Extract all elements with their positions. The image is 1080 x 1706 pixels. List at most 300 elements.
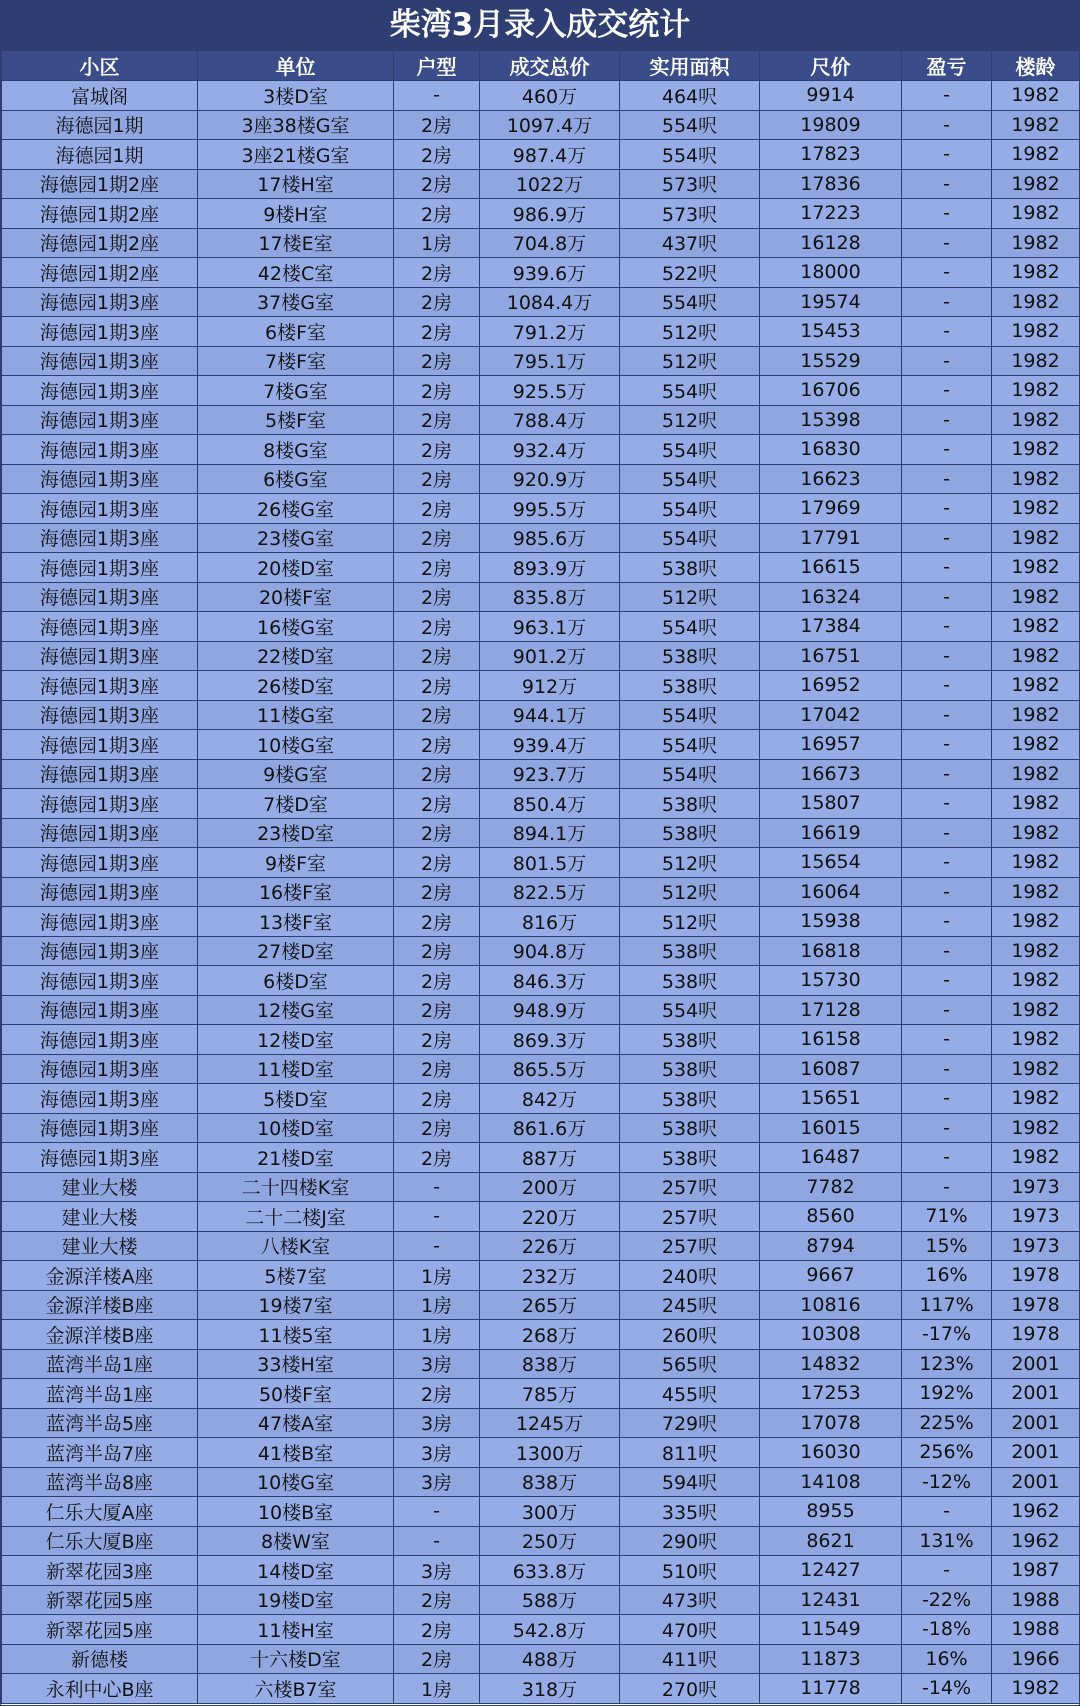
cell-saleable-area: 411呎 xyxy=(620,1644,760,1674)
cell-estate: 新翠花园3座 xyxy=(2,1556,198,1586)
cell-price-per-sqft: 16706 xyxy=(760,376,902,406)
cell-saleable-area: 512呎 xyxy=(620,346,760,376)
cell-layout: 2房 xyxy=(394,553,480,583)
cell-profit-loss: - xyxy=(902,730,992,760)
cell-estate: 海德园1期 xyxy=(2,110,198,140)
cell-saleable-area: 565呎 xyxy=(620,1349,760,1379)
cell-estate: 海德园1期3座 xyxy=(2,1084,198,1114)
cell-total-price: 318万 xyxy=(480,1674,620,1704)
cell-total-price: 200万 xyxy=(480,1172,620,1202)
cell-unit: 17楼H室 xyxy=(198,169,394,199)
cell-profit-loss: - xyxy=(902,966,992,996)
transactions-table xyxy=(1,50,1080,1704)
cell-profit-loss: - xyxy=(902,848,992,878)
cell-profit-loss: - xyxy=(902,1054,992,1084)
cell-price-per-sqft: 12431 xyxy=(760,1585,902,1615)
cell-profit-loss: - xyxy=(902,700,992,730)
cell-total-price: 912万 xyxy=(480,671,620,701)
cell-total-price: 850.4万 xyxy=(480,789,620,819)
cell-price-per-sqft: 18000 xyxy=(760,258,902,288)
cell-estate: 富城阁 xyxy=(2,81,198,111)
cell-unit: 3座38楼G室 xyxy=(198,110,394,140)
cell-saleable-area: 270呎 xyxy=(620,1674,760,1704)
cell-profit-loss: - xyxy=(902,81,992,111)
cell-unit: 22楼D室 xyxy=(198,641,394,671)
cell-total-price: 923.7万 xyxy=(480,759,620,789)
cell-estate: 海德园1期3座 xyxy=(2,464,198,494)
cell-building-age: 1982 xyxy=(992,907,1080,937)
cell-building-age: 1982 xyxy=(992,1054,1080,1084)
cell-building-age: 1982 xyxy=(992,228,1080,258)
table-row xyxy=(2,1674,1080,1704)
table-row xyxy=(2,1143,1080,1173)
table-row xyxy=(2,110,1080,140)
table-row xyxy=(2,1025,1080,1055)
cell-price-per-sqft: 15807 xyxy=(760,789,902,819)
table-row xyxy=(2,789,1080,819)
cell-profit-loss: - xyxy=(902,228,992,258)
cell-building-age: 1982 xyxy=(992,494,1080,524)
cell-price-per-sqft: 16158 xyxy=(760,1025,902,1055)
cell-building-age: 1982 xyxy=(992,966,1080,996)
cell-price-per-sqft: 15654 xyxy=(760,848,902,878)
cell-profit-loss: 16% xyxy=(902,1644,992,1674)
cell-saleable-area: 554呎 xyxy=(620,995,760,1025)
table-row xyxy=(2,818,1080,848)
cell-price-per-sqft: 12427 xyxy=(760,1556,902,1586)
cell-layout: 2房 xyxy=(394,1054,480,1084)
cell-layout: 2房 xyxy=(394,1113,480,1143)
cell-total-price: 842万 xyxy=(480,1084,620,1114)
cell-building-age: 1982 xyxy=(992,995,1080,1025)
table-row xyxy=(2,877,1080,907)
cell-saleable-area: 512呎 xyxy=(620,405,760,435)
table-row xyxy=(2,523,1080,553)
cell-building-age: 2001 xyxy=(992,1467,1080,1497)
cell-saleable-area: 257呎 xyxy=(620,1202,760,1232)
cell-building-age: 1982 xyxy=(992,287,1080,317)
cell-saleable-area: 240呎 xyxy=(620,1261,760,1291)
cell-profit-loss: - xyxy=(902,1113,992,1143)
cell-price-per-sqft: 16619 xyxy=(760,818,902,848)
table-row xyxy=(2,464,1080,494)
cell-estate: 海德园1期2座 xyxy=(2,258,198,288)
cell-saleable-area: 554呎 xyxy=(620,376,760,406)
cell-layout: 2房 xyxy=(394,1585,480,1615)
cell-price-per-sqft: 17128 xyxy=(760,995,902,1025)
cell-estate: 蓝湾半岛8座 xyxy=(2,1467,198,1497)
table-row xyxy=(2,1556,1080,1586)
cell-building-age: 1982 xyxy=(992,641,1080,671)
cell-unit: 8楼G室 xyxy=(198,435,394,465)
cell-estate: 海德园1期3座 xyxy=(2,641,198,671)
cell-estate: 海德园1期3座 xyxy=(2,818,198,848)
cell-profit-loss: - xyxy=(902,464,992,494)
cell-layout: 1房 xyxy=(394,228,480,258)
cell-unit: 9楼G室 xyxy=(198,759,394,789)
cell-saleable-area: 245呎 xyxy=(620,1290,760,1320)
cell-total-price: 220万 xyxy=(480,1202,620,1232)
table-row xyxy=(2,199,1080,229)
table-row xyxy=(2,612,1080,642)
cell-estate: 海德园1期3座 xyxy=(2,671,198,701)
cell-price-per-sqft: 17791 xyxy=(760,523,902,553)
cell-building-age: 1962 xyxy=(992,1497,1080,1527)
cell-unit: 11楼5室 xyxy=(198,1320,394,1350)
cell-saleable-area: 470呎 xyxy=(620,1615,760,1645)
cell-profit-loss: - xyxy=(902,523,992,553)
cell-layout: 2房 xyxy=(394,700,480,730)
cell-estate: 仁乐大厦A座 xyxy=(2,1497,198,1527)
cell-price-per-sqft: 15938 xyxy=(760,907,902,937)
table-row xyxy=(2,995,1080,1025)
cell-saleable-area: 554呎 xyxy=(620,464,760,494)
cell-layout: 3房 xyxy=(394,1349,480,1379)
cell-total-price: 1022万 xyxy=(480,169,620,199)
column-header-layout: 户型 xyxy=(394,51,480,81)
cell-layout: - xyxy=(394,1526,480,1556)
cell-saleable-area: 538呎 xyxy=(620,1084,760,1114)
cell-layout: 2房 xyxy=(394,376,480,406)
cell-profit-loss: -22% xyxy=(902,1585,992,1615)
cell-building-age: 1982 xyxy=(992,553,1080,583)
table-row xyxy=(2,1526,1080,1556)
column-header-profit-loss: 盈亏 xyxy=(902,51,992,81)
table-row xyxy=(2,1585,1080,1615)
table-row xyxy=(2,966,1080,996)
cell-total-price: 226万 xyxy=(480,1231,620,1261)
table-row xyxy=(2,700,1080,730)
cell-layout: 2房 xyxy=(394,140,480,170)
cell-total-price: 785万 xyxy=(480,1379,620,1409)
cell-total-price: 893.9万 xyxy=(480,553,620,583)
cell-building-age: 1988 xyxy=(992,1585,1080,1615)
cell-layout: - xyxy=(394,1172,480,1202)
cell-saleable-area: 335呎 xyxy=(620,1497,760,1527)
cell-building-age: 1982 xyxy=(992,435,1080,465)
cell-layout: 2房 xyxy=(394,907,480,937)
cell-building-age: 1973 xyxy=(992,1231,1080,1261)
cell-layout: 3房 xyxy=(394,1556,480,1586)
cell-layout: 2房 xyxy=(394,346,480,376)
cell-unit: 50楼F室 xyxy=(198,1379,394,1409)
cell-building-age: 1982 xyxy=(992,110,1080,140)
cell-saleable-area: 512呎 xyxy=(620,877,760,907)
cell-price-per-sqft: 8794 xyxy=(760,1231,902,1261)
cell-saleable-area: 538呎 xyxy=(620,1113,760,1143)
cell-saleable-area: 260呎 xyxy=(620,1320,760,1350)
cell-price-per-sqft: 10816 xyxy=(760,1290,902,1320)
cell-saleable-area: 512呎 xyxy=(620,848,760,878)
cell-estate: 海德园1期3座 xyxy=(2,1025,198,1055)
cell-profit-loss: 15% xyxy=(902,1231,992,1261)
cell-unit: 17楼E室 xyxy=(198,228,394,258)
cell-estate: 永利中心B座 xyxy=(2,1674,198,1704)
cell-saleable-area: 554呎 xyxy=(620,612,760,642)
table-row xyxy=(2,1349,1080,1379)
cell-saleable-area: 473呎 xyxy=(620,1585,760,1615)
cell-unit: 12楼G室 xyxy=(198,995,394,1025)
cell-profit-loss: - xyxy=(902,1556,992,1586)
cell-estate: 海德园1期3座 xyxy=(2,730,198,760)
cell-profit-loss: -18% xyxy=(902,1615,992,1645)
cell-layout: 2房 xyxy=(394,464,480,494)
cell-unit: 12楼D室 xyxy=(198,1025,394,1055)
cell-unit: 42楼C室 xyxy=(198,258,394,288)
table-row xyxy=(2,1084,1080,1114)
table-row xyxy=(2,346,1080,376)
table-row xyxy=(2,1202,1080,1232)
cell-unit: 23楼D室 xyxy=(198,818,394,848)
cell-profit-loss: 192% xyxy=(902,1379,992,1409)
cell-profit-loss: - xyxy=(902,612,992,642)
cell-estate: 海德园1期3座 xyxy=(2,1113,198,1143)
cell-profit-loss: - xyxy=(902,317,992,347)
cell-price-per-sqft: 15398 xyxy=(760,405,902,435)
cell-estate: 建业大楼 xyxy=(2,1172,198,1202)
cell-total-price: 791.2万 xyxy=(480,317,620,347)
cell-saleable-area: 554呎 xyxy=(620,435,760,465)
cell-price-per-sqft: 16087 xyxy=(760,1054,902,1084)
cell-price-per-sqft: 16015 xyxy=(760,1113,902,1143)
cell-estate: 海德园1期3座 xyxy=(2,612,198,642)
cell-estate: 建业大楼 xyxy=(2,1202,198,1232)
cell-profit-loss: - xyxy=(902,553,992,583)
cell-price-per-sqft: 14108 xyxy=(760,1467,902,1497)
cell-total-price: 542.8万 xyxy=(480,1615,620,1645)
cell-unit: 6楼D室 xyxy=(198,966,394,996)
cell-price-per-sqft: 17836 xyxy=(760,169,902,199)
cell-saleable-area: 522呎 xyxy=(620,258,760,288)
cell-profit-loss: 225% xyxy=(902,1408,992,1438)
cell-profit-loss: - xyxy=(902,818,992,848)
cell-layout: 2房 xyxy=(394,730,480,760)
cell-building-age: 2001 xyxy=(992,1349,1080,1379)
cell-total-price: 300万 xyxy=(480,1497,620,1527)
cell-unit: 5楼F室 xyxy=(198,405,394,435)
cell-saleable-area: 554呎 xyxy=(620,494,760,524)
cell-building-age: 1988 xyxy=(992,1615,1080,1645)
cell-unit: 16楼G室 xyxy=(198,612,394,642)
cell-profit-loss: - xyxy=(902,1143,992,1173)
cell-estate: 建业大楼 xyxy=(2,1231,198,1261)
cell-layout: 2房 xyxy=(394,1025,480,1055)
cell-saleable-area: 512呎 xyxy=(620,582,760,612)
cell-saleable-area: 538呎 xyxy=(620,1054,760,1084)
cell-layout: 2房 xyxy=(394,1084,480,1114)
table-row xyxy=(2,1290,1080,1320)
cell-profit-loss: - xyxy=(902,110,992,140)
cell-price-per-sqft: 11778 xyxy=(760,1674,902,1704)
cell-building-age: 1982 xyxy=(992,376,1080,406)
cell-layout: 3房 xyxy=(394,1408,480,1438)
table-row xyxy=(2,1379,1080,1409)
cell-total-price: 987.4万 xyxy=(480,140,620,170)
cell-total-price: 788.4万 xyxy=(480,405,620,435)
cell-saleable-area: 554呎 xyxy=(620,110,760,140)
cell-estate: 海德园1期3座 xyxy=(2,582,198,612)
cell-total-price: 835.8万 xyxy=(480,582,620,612)
table-row xyxy=(2,641,1080,671)
cell-price-per-sqft: 16064 xyxy=(760,877,902,907)
cell-saleable-area: 512呎 xyxy=(620,907,760,937)
cell-price-per-sqft: 14832 xyxy=(760,1349,902,1379)
cell-building-age: 2001 xyxy=(992,1379,1080,1409)
cell-building-age: 1982 xyxy=(992,877,1080,907)
cell-unit: 二十四楼K室 xyxy=(198,1172,394,1202)
cell-building-age: 1982 xyxy=(992,1025,1080,1055)
cell-estate: 蓝湾半岛1座 xyxy=(2,1379,198,1409)
cell-profit-loss: -17% xyxy=(902,1320,992,1350)
cell-profit-loss: - xyxy=(902,376,992,406)
cell-estate: 海德园1期3座 xyxy=(2,848,198,878)
cell-saleable-area: 464呎 xyxy=(620,81,760,111)
cell-building-age: 1982 xyxy=(992,464,1080,494)
cell-profit-loss: - xyxy=(902,287,992,317)
table-row xyxy=(2,759,1080,789)
cell-unit: 5楼7室 xyxy=(198,1261,394,1291)
cell-unit: 十六楼D室 xyxy=(198,1644,394,1674)
cell-estate: 蓝湾半岛7座 xyxy=(2,1438,198,1468)
cell-layout: 2房 xyxy=(394,877,480,907)
table-row xyxy=(2,169,1080,199)
cell-unit: 10楼B室 xyxy=(198,1497,394,1527)
cell-price-per-sqft: 8560 xyxy=(760,1202,902,1232)
table-row xyxy=(2,1231,1080,1261)
cell-profit-loss: - xyxy=(902,199,992,229)
cell-estate: 蓝湾半岛5座 xyxy=(2,1408,198,1438)
table-row xyxy=(2,730,1080,760)
table-row xyxy=(2,1438,1080,1468)
cell-unit: 33楼H室 xyxy=(198,1349,394,1379)
cell-total-price: 488万 xyxy=(480,1644,620,1674)
cell-price-per-sqft: 17253 xyxy=(760,1379,902,1409)
cell-total-price: 901.2万 xyxy=(480,641,620,671)
cell-building-age: 1982 xyxy=(992,346,1080,376)
table-row xyxy=(2,1172,1080,1202)
cell-unit: 14楼D室 xyxy=(198,1556,394,1586)
cell-saleable-area: 257呎 xyxy=(620,1231,760,1261)
cell-price-per-sqft: 10308 xyxy=(760,1320,902,1350)
cell-profit-loss: - xyxy=(902,494,992,524)
cell-unit: 16楼F室 xyxy=(198,877,394,907)
cell-profit-loss: - xyxy=(902,140,992,170)
cell-price-per-sqft: 15730 xyxy=(760,966,902,996)
cell-profit-loss: 131% xyxy=(902,1526,992,1556)
cell-layout: 2房 xyxy=(394,671,480,701)
cell-estate: 海德园1期3座 xyxy=(2,376,198,406)
cell-layout: 2房 xyxy=(394,582,480,612)
cell-building-age: 1978 xyxy=(992,1261,1080,1291)
cell-building-age: 1982 xyxy=(992,81,1080,111)
cell-total-price: 865.5万 xyxy=(480,1054,620,1084)
cell-building-age: 1966 xyxy=(992,1644,1080,1674)
cell-layout: 2房 xyxy=(394,1379,480,1409)
cell-layout: - xyxy=(394,1231,480,1261)
cell-saleable-area: 538呎 xyxy=(620,1025,760,1055)
cell-unit: 37楼G室 xyxy=(198,287,394,317)
cell-profit-loss: - xyxy=(902,1025,992,1055)
cell-saleable-area: 573呎 xyxy=(620,169,760,199)
cell-saleable-area: 573呎 xyxy=(620,199,760,229)
cell-unit: 5楼D室 xyxy=(198,1084,394,1114)
table-row xyxy=(2,1408,1080,1438)
cell-building-age: 2001 xyxy=(992,1438,1080,1468)
cell-building-age: 1982 xyxy=(992,1084,1080,1114)
cell-saleable-area: 538呎 xyxy=(620,641,760,671)
cell-total-price: 948.9万 xyxy=(480,995,620,1025)
table-row xyxy=(2,582,1080,612)
cell-profit-loss: - xyxy=(902,346,992,376)
cell-price-per-sqft: 15529 xyxy=(760,346,902,376)
cell-unit: 7楼D室 xyxy=(198,789,394,819)
cell-total-price: 1300万 xyxy=(480,1438,620,1468)
cell-estate: 海德园1期3座 xyxy=(2,494,198,524)
cell-unit: 11楼H室 xyxy=(198,1615,394,1645)
column-header-price-per-sqft: 尺价 xyxy=(760,51,902,81)
cell-saleable-area: 538呎 xyxy=(620,966,760,996)
cell-estate: 海德园1期3座 xyxy=(2,700,198,730)
cell-saleable-area: 554呎 xyxy=(620,140,760,170)
cell-unit: 23楼G室 xyxy=(198,523,394,553)
cell-building-age: 1982 xyxy=(992,140,1080,170)
cell-unit: 20楼D室 xyxy=(198,553,394,583)
cell-saleable-area: 455呎 xyxy=(620,1379,760,1409)
cell-price-per-sqft: 16830 xyxy=(760,435,902,465)
cell-price-per-sqft: 16615 xyxy=(760,553,902,583)
cell-price-per-sqft: 15651 xyxy=(760,1084,902,1114)
cell-unit: 41楼B室 xyxy=(198,1438,394,1468)
table-row xyxy=(2,1467,1080,1497)
cell-price-per-sqft: 17823 xyxy=(760,140,902,170)
cell-estate: 金源洋楼A座 xyxy=(2,1261,198,1291)
cell-saleable-area: 512呎 xyxy=(620,317,760,347)
cell-building-age: 1982 xyxy=(992,671,1080,701)
column-header-building-age: 楼龄 xyxy=(992,51,1080,81)
cell-total-price: 985.6万 xyxy=(480,523,620,553)
table-row xyxy=(2,1615,1080,1645)
cell-price-per-sqft: 16623 xyxy=(760,464,902,494)
cell-building-age: 1982 xyxy=(992,1674,1080,1704)
cell-layout: 3房 xyxy=(394,1438,480,1468)
cell-estate: 金源洋楼B座 xyxy=(2,1320,198,1350)
cell-profit-loss: -12% xyxy=(902,1467,992,1497)
column-header-unit: 单位 xyxy=(198,51,394,81)
cell-total-price: 944.1万 xyxy=(480,700,620,730)
cell-estate: 海德园1期3座 xyxy=(2,553,198,583)
cell-saleable-area: 594呎 xyxy=(620,1467,760,1497)
cell-layout: 2房 xyxy=(394,169,480,199)
cell-profit-loss: - xyxy=(902,936,992,966)
cell-estate: 海德园1期3座 xyxy=(2,287,198,317)
cell-price-per-sqft: 16324 xyxy=(760,582,902,612)
table-row xyxy=(2,1320,1080,1350)
cell-building-age: 1982 xyxy=(992,789,1080,819)
cell-building-age: 1987 xyxy=(992,1556,1080,1586)
cell-price-per-sqft: 16952 xyxy=(760,671,902,701)
cell-total-price: 920.9万 xyxy=(480,464,620,494)
cell-building-age: 1982 xyxy=(992,317,1080,347)
cell-price-per-sqft: 17969 xyxy=(760,494,902,524)
cell-layout: 2房 xyxy=(394,1615,480,1645)
cell-layout: 2房 xyxy=(394,1644,480,1674)
cell-building-age: 1982 xyxy=(992,1113,1080,1143)
cell-unit: 9楼F室 xyxy=(198,848,394,878)
cell-unit: 27楼D室 xyxy=(198,936,394,966)
cell-profit-loss: -14% xyxy=(902,1674,992,1704)
cell-price-per-sqft: 7782 xyxy=(760,1172,902,1202)
cell-estate: 海德园1期3座 xyxy=(2,759,198,789)
